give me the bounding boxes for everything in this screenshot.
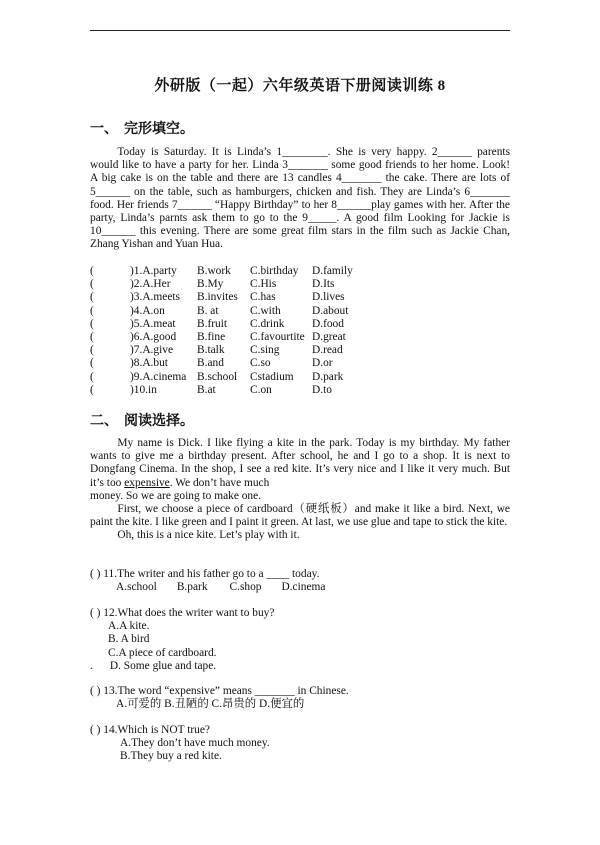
option-b: B.My bbox=[197, 278, 224, 291]
option-c: C.birthday bbox=[250, 265, 299, 277]
option-d: D.food bbox=[312, 317, 344, 330]
choice-row bbox=[90, 344, 382, 357]
option-d: D.lives bbox=[312, 291, 345, 304]
stray-mark: . bbox=[90, 659, 93, 672]
underlined-word: expensive bbox=[124, 476, 170, 489]
section-heading-cloze bbox=[90, 118, 194, 138]
choice-row bbox=[90, 318, 382, 331]
option-c: Cstadium bbox=[250, 370, 294, 383]
answer-bracket: ( bbox=[90, 278, 94, 291]
option-c: C.shop bbox=[229, 581, 262, 594]
question-option-a: )9.A.cinema bbox=[130, 370, 187, 383]
option-a: A.school bbox=[116, 581, 157, 594]
reading-passage bbox=[90, 437, 510, 543]
reading-paragraph-1-cont: money. So we are going to make one. bbox=[90, 489, 262, 502]
cloze-choices bbox=[90, 265, 382, 397]
option-b: B.invites bbox=[197, 291, 238, 304]
option-b: B.school bbox=[197, 370, 238, 383]
option-c: C.has bbox=[250, 291, 276, 304]
option-d: D.family bbox=[312, 265, 353, 277]
section-number: 二、 bbox=[90, 414, 118, 429]
answer-bracket: ( bbox=[90, 370, 94, 383]
question-option-a: )6.A.good bbox=[130, 330, 177, 343]
option-d-line bbox=[90, 660, 274, 673]
option-d: D.Its bbox=[312, 278, 335, 291]
option-c: C.sing bbox=[250, 344, 280, 357]
option-c: C.favourtite bbox=[250, 330, 305, 343]
question-options bbox=[90, 581, 325, 594]
question-13 bbox=[90, 685, 349, 711]
question-stem: ( ) 12.What does the writer want to buy? bbox=[90, 607, 275, 619]
question-11 bbox=[90, 568, 325, 594]
cloze-paragraph: Today is Saturday. It is Linda’s 1________. She is very happy. 2______ parents would like to have a party for her. Linda 3_______ some good friends to her home. Look! A big cake is on the table and there are 13 candles 4_______ the cake. There are lots of 5______ on the table, such as hamburgers, chicken and fish. They are Linda’s 6_______ food. Her friends 7______ “Happy Birthday” to her 8______play games with her. After the party, Linda’s parnts ask them to go to the 9_____. A good film Looking for Jackie is 10______ this evening. There are some great film stars in the film such as Jackie Chan, Zhang Yishan and Yuan Hua. bbox=[90, 146, 510, 251]
choice-row bbox=[90, 384, 382, 397]
question-stem: ( ) 13.The word “expensive” means _______ in Chinese. bbox=[90, 685, 349, 697]
option-d: D.great bbox=[312, 330, 346, 343]
option-b: B.They buy a red kite. bbox=[120, 750, 222, 763]
option-a: A.They don’t have much money. bbox=[120, 737, 270, 750]
question-option-a: )8.A.but bbox=[130, 357, 168, 370]
answer-bracket: ( bbox=[90, 330, 94, 343]
option-d: D.read bbox=[312, 344, 343, 357]
option-b: B.fruit bbox=[197, 317, 228, 330]
answer-bracket: ( bbox=[90, 304, 94, 317]
option-b: B.and bbox=[197, 357, 224, 370]
choice-row bbox=[90, 291, 382, 304]
option-b: B.fine bbox=[197, 330, 226, 343]
question-14 bbox=[90, 724, 270, 764]
top-rule bbox=[90, 30, 510, 31]
reading-paragraph-2: First, we choose a piece of cardboard（硬纸板）and make it like a bird. Next, we paint the kite. I like green and I paint it green. At last, we use glue and tape to stick the kite. bbox=[90, 503, 510, 529]
choice-row bbox=[90, 371, 382, 384]
question-12 bbox=[90, 607, 274, 673]
option-b: B.work bbox=[197, 265, 231, 277]
answer-bracket: ( bbox=[90, 344, 94, 357]
question-option-a: )3.A.meets bbox=[130, 291, 180, 304]
answer-bracket: ( bbox=[90, 265, 94, 277]
option-d: D.cinema bbox=[281, 581, 326, 594]
answer-bracket: ( bbox=[90, 317, 94, 330]
option-b: B.park bbox=[176, 581, 208, 594]
option-c: C.A piece of cardboard. bbox=[108, 646, 217, 659]
question-stem: ( ) 11.The writer and his father go to a ____ today. bbox=[90, 568, 320, 580]
option-c: C.drink bbox=[250, 317, 285, 330]
choice-row bbox=[90, 305, 382, 318]
option-c: C.with bbox=[250, 304, 281, 317]
section-label: 阅读选择。 bbox=[124, 414, 194, 429]
answer-bracket: ( bbox=[90, 291, 94, 304]
reading-paragraph-3: Oh, this is a nice kite. Let’s play with it. bbox=[117, 529, 300, 542]
option-c: C.His bbox=[250, 278, 277, 291]
question-option-a: )1.A.party bbox=[130, 265, 177, 277]
option-d: D. Some glue and tape. bbox=[109, 659, 217, 672]
question-option-a: )4.A.on bbox=[130, 304, 165, 317]
cloze-passage bbox=[90, 146, 510, 252]
reading-paragraph-1 bbox=[90, 437, 510, 490]
choice-row bbox=[90, 265, 382, 278]
option-a: A.A kite. bbox=[108, 620, 150, 633]
question-stem: ( ) 14.Which is NOT true? bbox=[90, 724, 210, 736]
question-options: A.可爱的 B.丑陋的 C.昂贵的 D.便宜的 bbox=[116, 698, 305, 711]
option-d: D.about bbox=[312, 304, 349, 317]
section-number: 一、 bbox=[90, 122, 118, 137]
question-option-a: )10.in bbox=[130, 383, 157, 396]
answer-bracket: ( bbox=[90, 357, 94, 370]
choice-row bbox=[90, 278, 382, 291]
choice-row bbox=[90, 331, 382, 344]
question-option-a: )7.A.give bbox=[130, 344, 174, 357]
text-run: My name is Dick. I like flying a kite in the park. Today is my birthday. My father wants to give me a birthday present. After school, he and I go to a shop. It is next to Dongfang Cinema. In the shop, I see a red kite. It’s very nice and I like it very much. But it’s too bbox=[90, 437, 510, 489]
section-heading-reading bbox=[90, 410, 194, 430]
option-d: D.or bbox=[312, 357, 333, 370]
option-c: C.so bbox=[250, 357, 271, 370]
option-d: D.to bbox=[312, 383, 332, 396]
option-b: B.at bbox=[197, 383, 216, 396]
option-b: B. A bird bbox=[108, 633, 150, 646]
answer-bracket: ( bbox=[90, 383, 94, 396]
page-title: 外研版（一起）六年级英语下册阅读训练 8 bbox=[154, 78, 446, 94]
question-option-a: )5.A.meat bbox=[130, 317, 176, 330]
option-d: D.park bbox=[312, 370, 344, 383]
question-option-a: )2.A.Her bbox=[130, 278, 171, 291]
option-c: C.on bbox=[250, 383, 272, 396]
text-run: . We don’t have much bbox=[169, 476, 270, 489]
option-b: B. at bbox=[197, 304, 219, 317]
option-b: B.talk bbox=[197, 344, 225, 357]
section-label: 完形填空。 bbox=[124, 122, 194, 137]
choice-row bbox=[90, 357, 382, 370]
